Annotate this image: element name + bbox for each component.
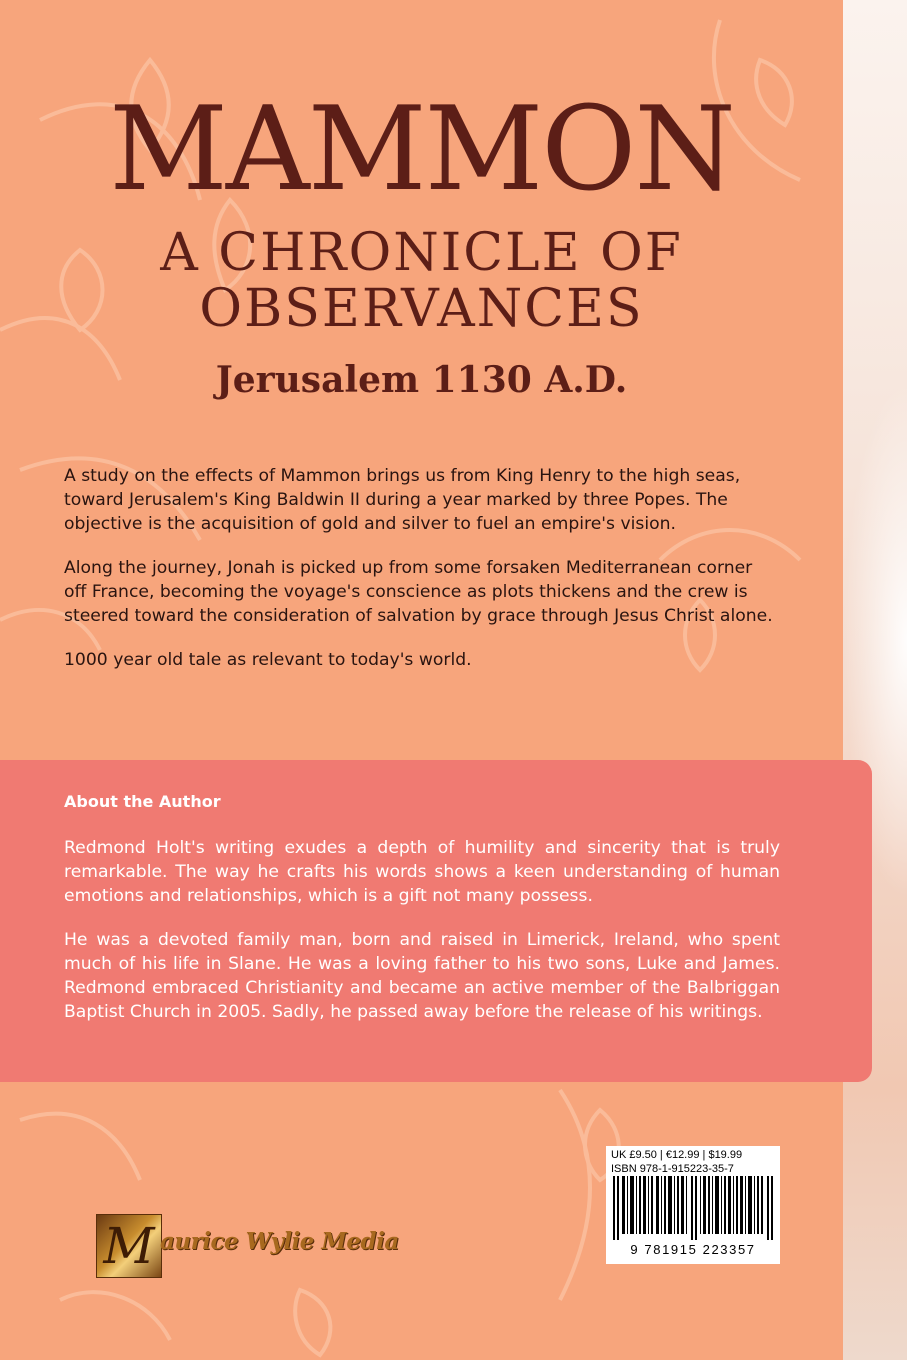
barcode-bars [613,1176,773,1240]
publisher-name: aurice Wylie Media [160,1228,399,1255]
isbn-line: ISBN 978-1-915223-35-7 [611,1163,734,1175]
subtitle-line-2: OBSERVANCES [199,279,644,339]
author-paragraph-2: He was a devoted family man, born and raised in Limerick, Ireland, who spent much of his life in Slane. He was a loving father to his two sons, Luke and James. Redmond embraced Christianity and became an active member of the Balbriggan Baptist Church in 2005. Sadly, he passed away before the release of his writings. [64,930,780,1022]
blurb [64,464,778,692]
blurb-paragraph-3: 1000 year old tale as relevant to today's world. [64,650,472,670]
publisher-logo-letter: M [103,1217,155,1275]
book-title: MAMMON [109,82,734,217]
barcode-panel [606,1146,780,1264]
book-subtitle [0,225,843,337]
subtitle-line-1: A CHRONICLE OF [160,223,683,283]
barcode-digits: 9 781915 223357 [630,1242,756,1257]
about-author [64,790,780,1044]
price-line: UK £9.50 | €12.99 | $19.99 [611,1149,743,1161]
author-paragraph-1: Redmond Holt's writing exudes a depth of humility and sincerity that is truly remarkable. The way he crafts his words shows a keen understanding of human emotions and relationships, which is a gift not many possess. [64,838,780,906]
blurb-paragraph-2: Along the journey, Jonah is picked up from some forsaken Mediterranean corner off France, becoming the voyage's conscience as plots thickens and the crew is steered toward the consideration of salvation by grace through Jesus Christ alone. [64,558,773,626]
blurb-paragraph-1: A study on the effects of Mammon brings us from King Henry to the high seas, toward Jerusalem's King Baldwin II during a year marked by three Popes. The objective is the acquisition of gold and silver to fuel an empire's vision. [64,466,741,534]
book-tagline: Jerusalem 1130 A.D. [215,359,628,401]
publisher-logo [96,1214,162,1278]
about-author-heading: About the Author [64,792,221,811]
